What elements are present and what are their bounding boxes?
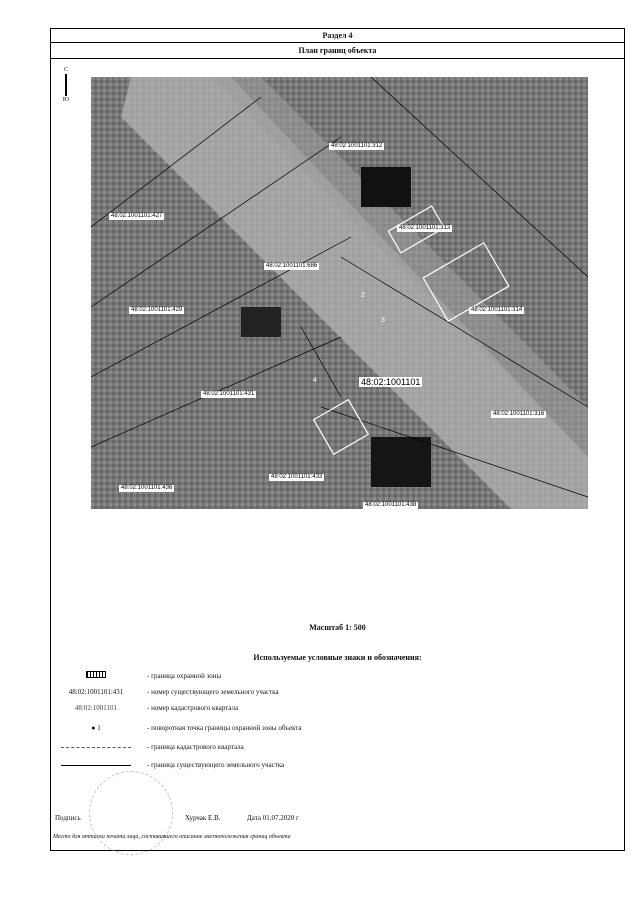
- parcel-label: 48:02:1001101:313: [399, 225, 451, 231]
- section-header: Раздел 4: [51, 29, 624, 43]
- parcel-line-symbol: [61, 765, 131, 766]
- compass-north: С: [63, 67, 68, 73]
- legend-item: - поворотная точка границы охранной зоны объекта: [147, 724, 302, 732]
- document-frame: [50, 28, 625, 851]
- parcel-label: 48:02:1001101:314: [471, 307, 523, 313]
- turn-point: 4: [313, 377, 317, 384]
- turn-point: 3: [381, 317, 385, 324]
- parcel-label: 48:02:1001101:429: [131, 307, 183, 313]
- turn-point: 2: [361, 292, 365, 299]
- plan-title: План границ объекта: [51, 43, 624, 59]
- parcel-label: 48:02:1001101:438: [365, 502, 417, 508]
- parcel-label: 48:02:1001101:436: [121, 485, 173, 491]
- quarter-symbol: 48:02:1001101: [74, 704, 118, 712]
- legend-item: - граница охранной зоны: [147, 672, 222, 680]
- scale: Масштаб 1: 500: [309, 623, 366, 632]
- parcel-symbol: 48:02:1001101:431: [68, 688, 124, 696]
- legend-title: Используемые условные знаки и обозначения:: [253, 653, 422, 662]
- stamp: [89, 771, 173, 855]
- parcel-label: 48:02:1001101:427: [111, 213, 163, 219]
- compass: [59, 67, 73, 103]
- signer-name: Хурчак Е.В.: [185, 814, 221, 822]
- point-symbol: ● 1: [91, 724, 101, 732]
- map-graphics: [91, 77, 588, 509]
- legend-item: - номер существующего земельного участка: [147, 688, 279, 696]
- parcel-label: 48:02:1001101:312: [331, 143, 383, 149]
- arrow-icon: [65, 74, 67, 96]
- stamp-place-note: Место для оттиска печати лица, составившего описание местоположения границ объекта: [53, 834, 291, 840]
- signature-date: Дата 01.07.2020 г: [247, 814, 299, 822]
- parcel-label: 48:02:1001101:316: [493, 411, 545, 417]
- legend-item: - граница существующего земельного участка: [147, 761, 285, 769]
- zone-boundary-symbol: [51, 671, 141, 680]
- parcel-label: 48:02:1001101:431: [203, 391, 255, 397]
- satellite-map: [91, 77, 588, 509]
- quarter-line-symbol: [61, 747, 131, 748]
- legend-item: - номер кадастрового квартала: [147, 704, 239, 712]
- parcel-label: 48:02:1001101:433: [271, 474, 323, 480]
- legend-item: - граница кадастрового квартала: [147, 743, 244, 751]
- parcel-label: 48:02:1001101:686: [266, 263, 318, 269]
- compass-south: Ю: [62, 97, 70, 103]
- signature-label: Подпись: [55, 814, 81, 822]
- quarter-label: 48:02:1001101: [361, 377, 421, 387]
